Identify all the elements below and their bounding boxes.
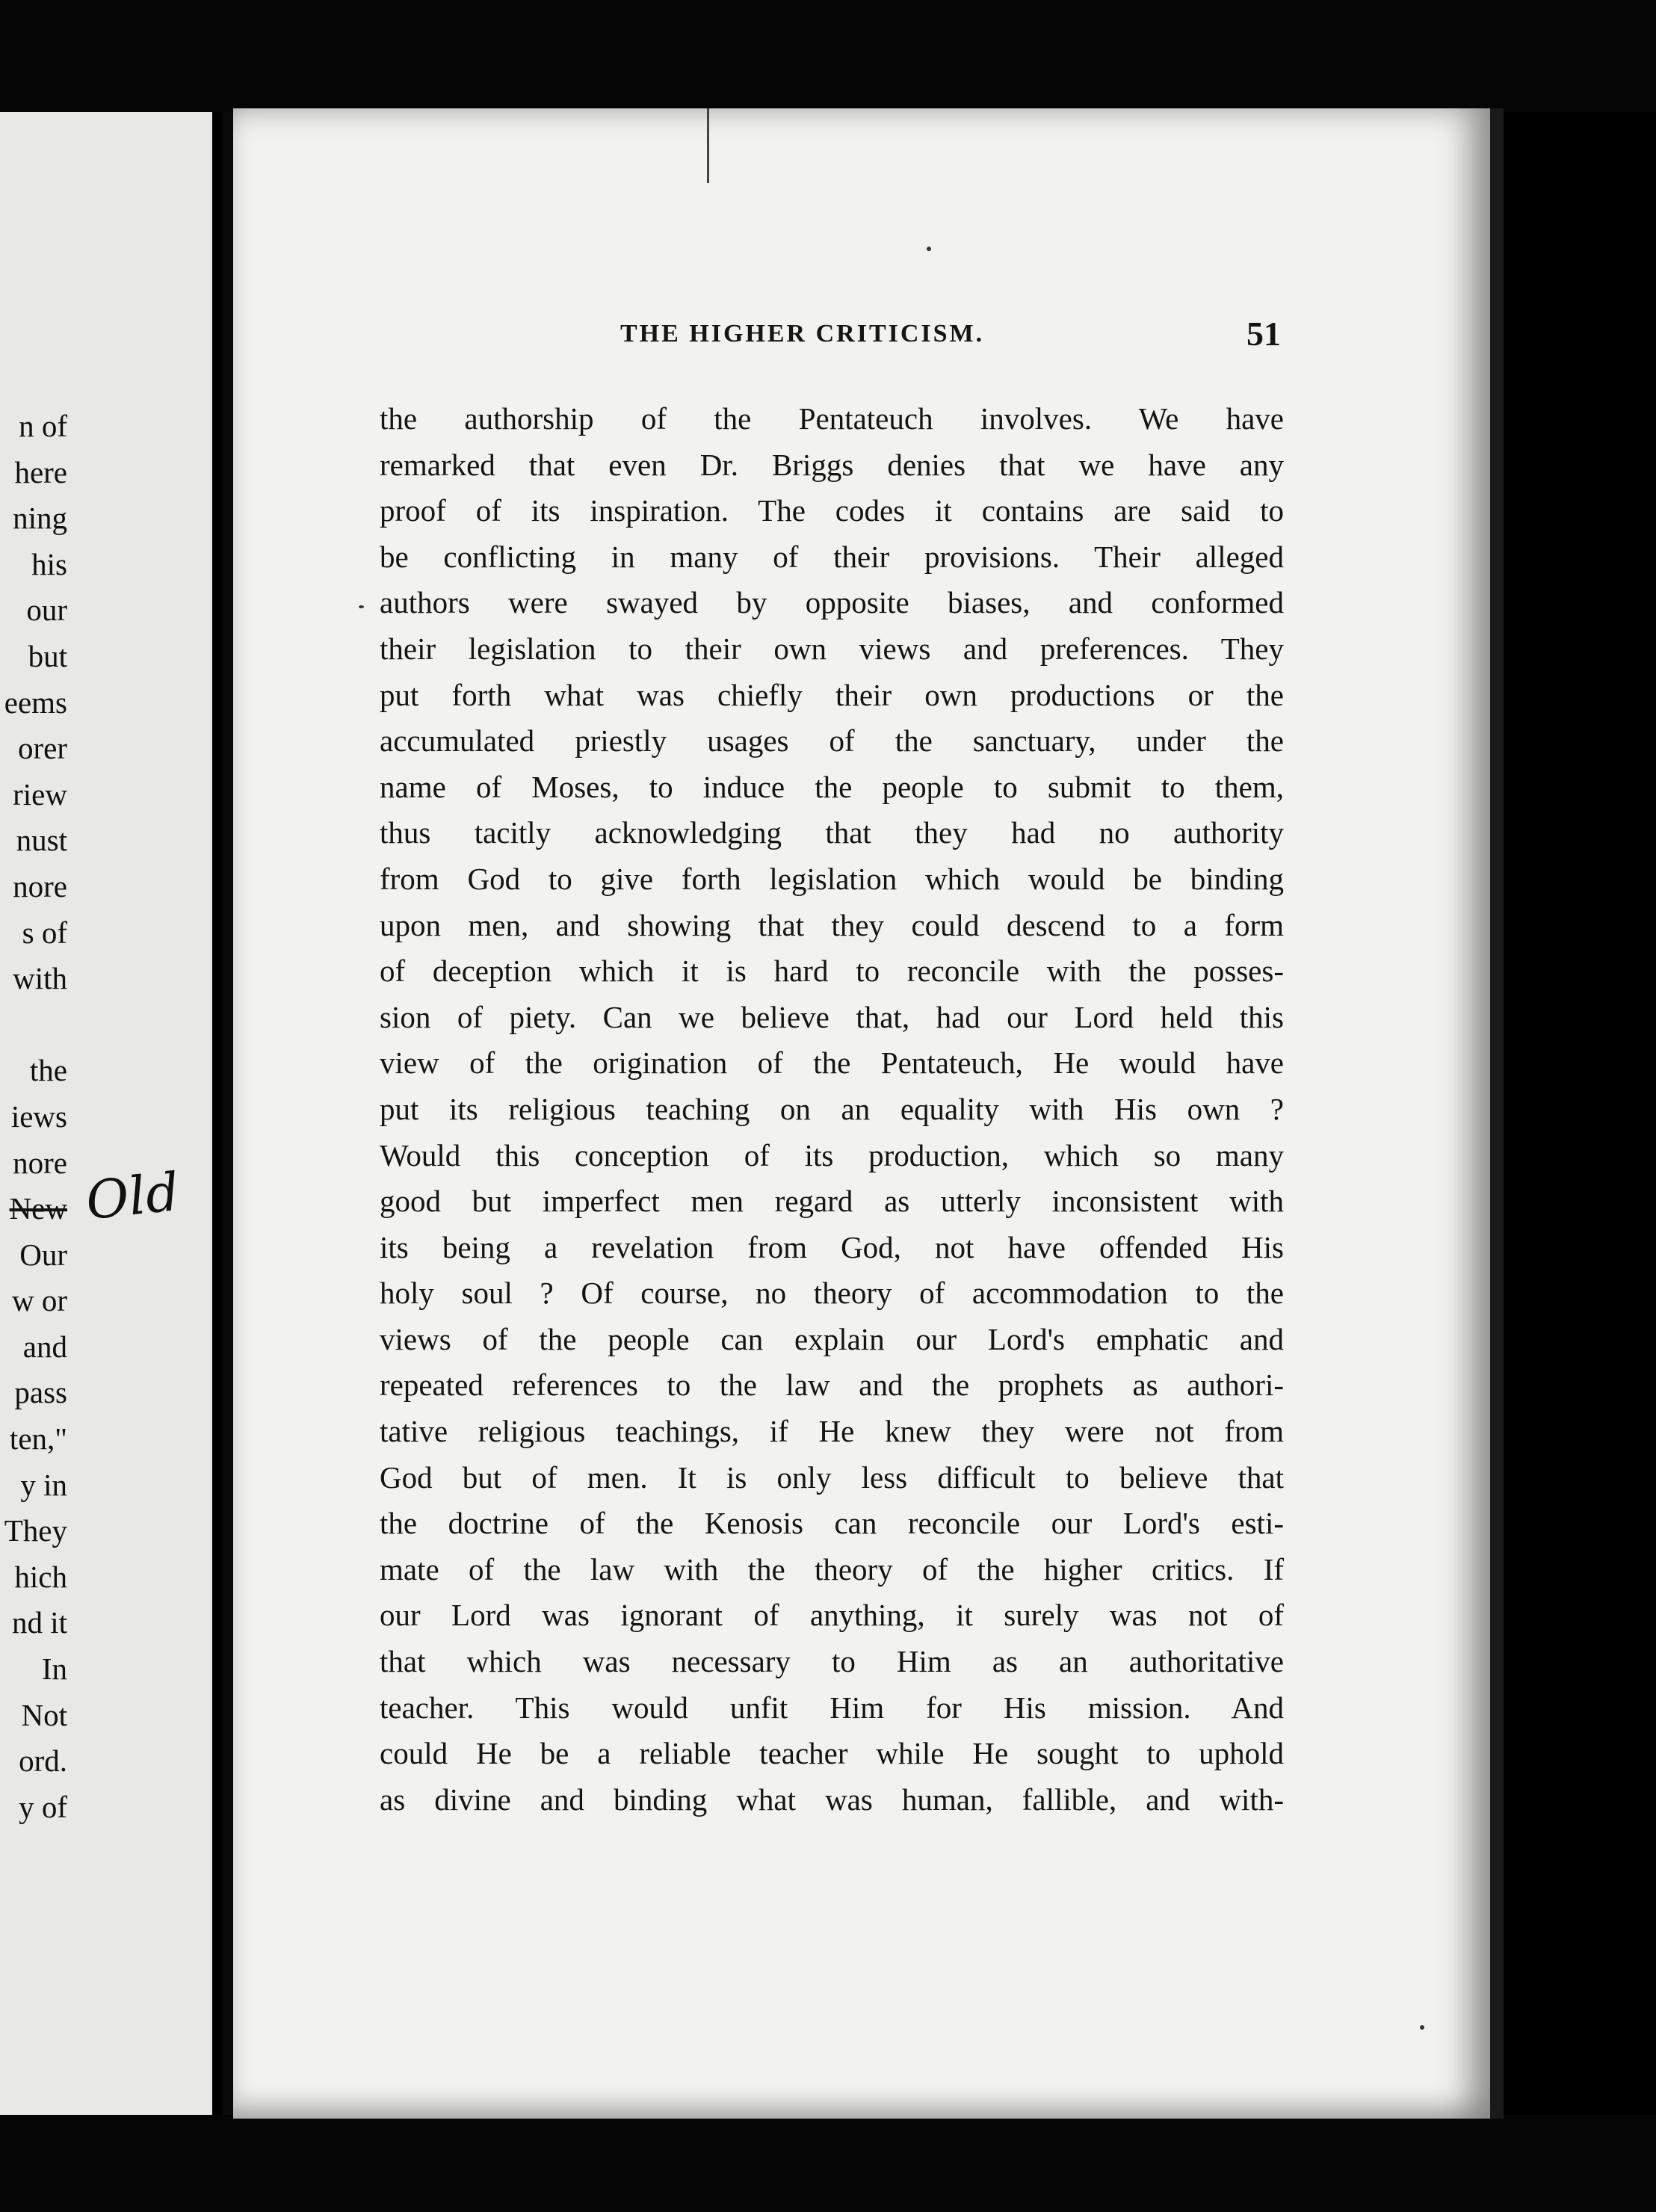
- text-line: God but of men. It is only less difficult to believe that: [380, 1459, 1284, 1495]
- left-fragment-line: riew: [13, 776, 67, 812]
- left-fragment-line: but: [28, 638, 67, 673]
- page-number: 51: [1246, 315, 1281, 353]
- text-line: authors were swayed by opposite biases, and conformed: [380, 585, 1284, 620]
- left-page-text-fragments: [0, 404, 67, 1830]
- text-line: name of Moses, to induce the people to submit to them,: [380, 769, 1284, 804]
- text-line: upon men, and showing that they could descend to a form: [380, 907, 1284, 942]
- page-edge-shadow: [1490, 108, 1504, 2119]
- text-line: mate of the law with the theory of the higher critics. If: [380, 1551, 1284, 1587]
- running-header: [620, 315, 1293, 357]
- scan-speck: [359, 605, 364, 608]
- text-line: our Lord was ignorant of anything, it surely was not of: [380, 1598, 1284, 1633]
- text-line: holy soul ? Of course, no theory of accommodation to the: [380, 1276, 1284, 1311]
- text-line: could He be a reliable teacher while He sought to uphold: [380, 1736, 1284, 1771]
- scan-fold-mark: [707, 108, 709, 183]
- text-line: put forth what was chiefly their own productions or the: [380, 677, 1284, 712]
- text-line: as divine and binding what was human, fallible, and with-: [380, 1782, 1284, 1817]
- left-fragment-line: ning: [13, 501, 67, 536]
- left-fragment-line: [0, 1002, 67, 1048]
- left-fragment-line: here: [14, 454, 67, 489]
- left-fragment-line: iews: [10, 1099, 67, 1134]
- left-fragment-line: his: [31, 546, 67, 581]
- left-fragment-line: w or: [11, 1283, 67, 1318]
- left-fragment-line: s of: [22, 915, 67, 950]
- text-line: repeated references to the law and the prophets as authori-: [380, 1368, 1284, 1403]
- left-fragment-line: nore: [13, 1145, 67, 1180]
- film-border-top: [0, 0, 1656, 112]
- left-fragment-line: y of: [19, 1789, 67, 1824]
- text-line: views of the people can explain our Lord's emphatic and: [380, 1321, 1284, 1356]
- text-line: proof of its inspiration. The codes it contains are said to: [380, 493, 1284, 528]
- left-fragment-line: and: [22, 1329, 67, 1364]
- film-border-bottom: [0, 2115, 1656, 2212]
- text-line: accumulated priestly usages of the sanctuary, under the: [380, 723, 1284, 759]
- text-line: tative religious teachings, if He knew they were not from: [380, 1414, 1284, 1449]
- text-line: its being a revelation from God, not have offended His: [380, 1229, 1284, 1264]
- text-line: the doctrine of the Kenosis can reconcile our Lord's esti-: [380, 1506, 1284, 1541]
- text-line: that which was necessary to Him as an authoritative: [380, 1644, 1284, 1679]
- left-fragment-line: y in: [20, 1467, 67, 1502]
- text-line: from God to give forth legislation which would be binding: [380, 861, 1284, 896]
- text-line: thus tacitly acknowledging that they had no authority: [380, 815, 1284, 850]
- left-fragment-line: In: [41, 1652, 67, 1687]
- left-fragment-line: nd it: [11, 1605, 67, 1640]
- body-text: [380, 396, 1284, 1823]
- left-fragment-line: eems: [4, 685, 67, 720]
- left-fragment-line: orer: [17, 731, 67, 766]
- left-fragment-line: with: [13, 961, 67, 996]
- left-fragment-line: pass: [14, 1375, 67, 1410]
- handwritten-margin-annotation: Old: [83, 1161, 182, 1232]
- left-fragment-line: ord.: [19, 1743, 67, 1779]
- left-fragment-line: ten,": [9, 1421, 67, 1456]
- left-fragment-line: nore: [13, 868, 67, 903]
- text-line: view of the origination of the Pentateuch, He would have: [380, 1045, 1284, 1081]
- text-line: remarked that even Dr. Briggs denies that we have any: [380, 447, 1284, 482]
- left-fragment-line: the: [29, 1053, 67, 1088]
- running-title: THE HIGHER CRITICISM.: [620, 320, 985, 347]
- left-fragment-line: New: [9, 1191, 67, 1226]
- text-line: their legislation to their own views and preferences. They: [380, 631, 1284, 666]
- text-line: put its religious teaching on an equality with His own ?: [380, 1091, 1284, 1126]
- left-fragment-line: Our: [19, 1237, 67, 1272]
- left-page-edge: [0, 112, 212, 2115]
- book-gutter: [223, 112, 233, 2115]
- text-line: of deception which it is hard to reconcile with the posses-: [380, 954, 1284, 989]
- left-fragment-line: They: [4, 1513, 67, 1548]
- text-line: Would this conception of its production, which so many: [380, 1137, 1284, 1173]
- left-fragment-line: hich: [14, 1559, 67, 1594]
- left-fragment-line: nust: [16, 823, 67, 858]
- left-fragment-line: our: [26, 593, 67, 628]
- left-fragment-line: Not: [21, 1697, 67, 1732]
- scan-speck: [1420, 2025, 1424, 2030]
- text-line: teacher. This would unfit Him for His mission. And: [380, 1690, 1284, 1725]
- text-line: the authorship of the Pentateuch involves. We have: [380, 401, 1284, 436]
- text-line: good but imperfect men regard as utterly inconsistent with: [380, 1184, 1284, 1219]
- left-fragment-line: n of: [19, 409, 67, 443]
- text-line: sion of piety. Can we believe that, had our Lord held this: [380, 999, 1284, 1034]
- scan-speck: [927, 247, 931, 251]
- text-line: be conflicting in many of their provisions. Their alleged: [380, 539, 1284, 574]
